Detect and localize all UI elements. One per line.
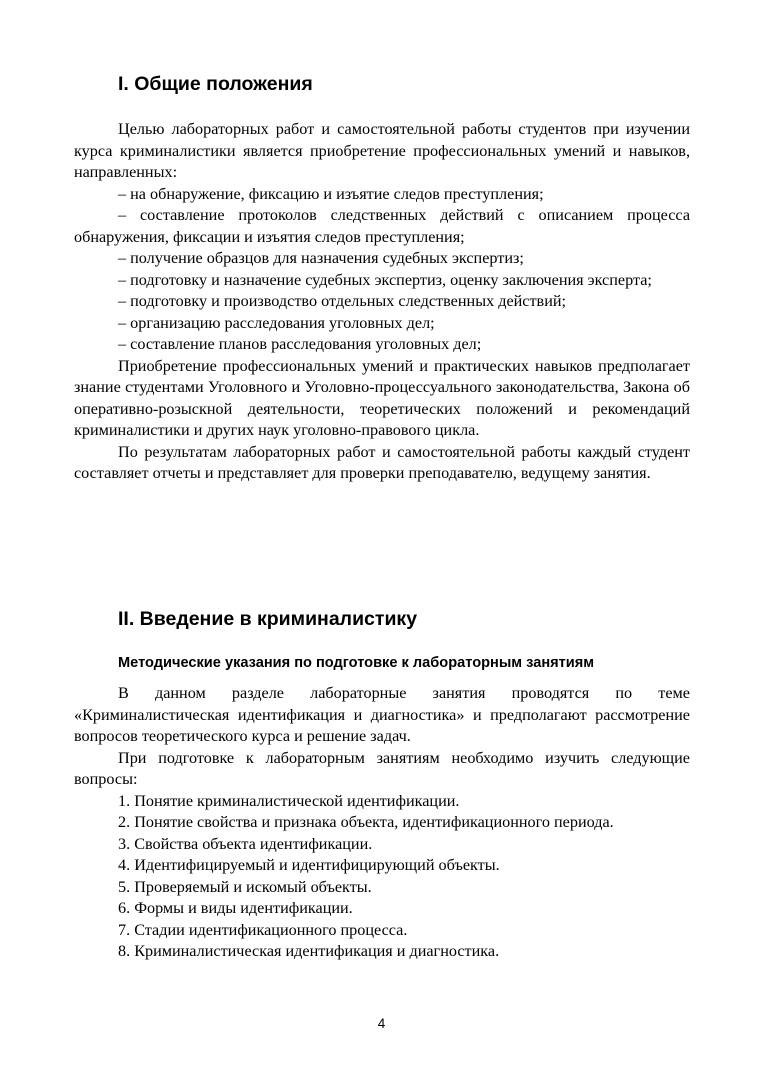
question-item: 7. Стадии идентификационного процесса. [118, 920, 408, 939]
section-1-body [74, 119, 690, 485]
list-item: – организацию расследования уголовных дел; [118, 313, 435, 332]
question-item: 3. Свойства объекта идентификации. [118, 834, 373, 853]
list-item: – на обнаружение, фиксацию и изъятие следов преступления; [118, 184, 544, 203]
list-item: – составление планов расследования уголовных дел; [118, 335, 482, 353]
section-1-title: I. Общие положения [118, 73, 313, 95]
question-item: 4. Идентифицируемый и идентифицирующий объекты. [118, 856, 500, 874]
question-item: 5. Проверяемый и искомый объекты. [118, 877, 372, 896]
paragraph: В данном разделе лабораторные занятия проводятся по теме «Криминалистическая идентификация и диагностика» и предполагают рассмотрение вопросов теоретического курса и решение задач. [74, 684, 690, 745]
section-2-subtitle: Методические указания по подготовке к лабораторным занятиям [118, 655, 595, 671]
question-item: 6. Формы и виды идентификации. [118, 899, 353, 917]
paragraph: По результатам лабораторных работ и самостоятельной работы каждый студент составляет отчеты и представляет для проверки преподавателю, ведущему занятия. [74, 442, 690, 482]
list-item: – подготовку и производство отдельных следственных действий; [118, 292, 567, 310]
paragraph: Целью лабораторных работ и самостоятельной работы студентов при изучении курса криминалистики является приобретение профессиональных умений и навыков, направленных: [74, 120, 690, 181]
list-item: – составление протоколов следственных действий с описанием процесса обнаружения, фиксации и изъятия следов преступления; [74, 206, 690, 246]
page-number: 4 [377, 1016, 386, 1031]
paragraph: При подготовке к лабораторным занятиям необходимо изучить следующие вопросы: [74, 748, 690, 788]
list-item: – подготовку и назначение судебных экспертиз, оценку заключения эксперта; [118, 270, 652, 289]
paragraph: Приобретение профессиональных умений и практических навыков предполагает знание студентами Уголовного и Уголовно-процессуального законодательства, Закона об оперативно-розыскной деятельности, теоретических положений и рекомендаций криминалистики и других наук уголовно-правового цикла. [74, 356, 690, 439]
question-item: 8. Криминалистическая идентификация и диагностика. [118, 942, 500, 960]
question-item: 2. Понятие свойства и признака объекта, идентификационного периода. [118, 813, 614, 831]
section-2-title: II. Введение в криминалистику [118, 608, 418, 630]
list-item: – получение образцов для назначения судебных экспертиз; [118, 249, 524, 267]
section-2-body [74, 683, 690, 963]
question-item: 1. Понятие криминалистической идентификации. [118, 791, 460, 810]
